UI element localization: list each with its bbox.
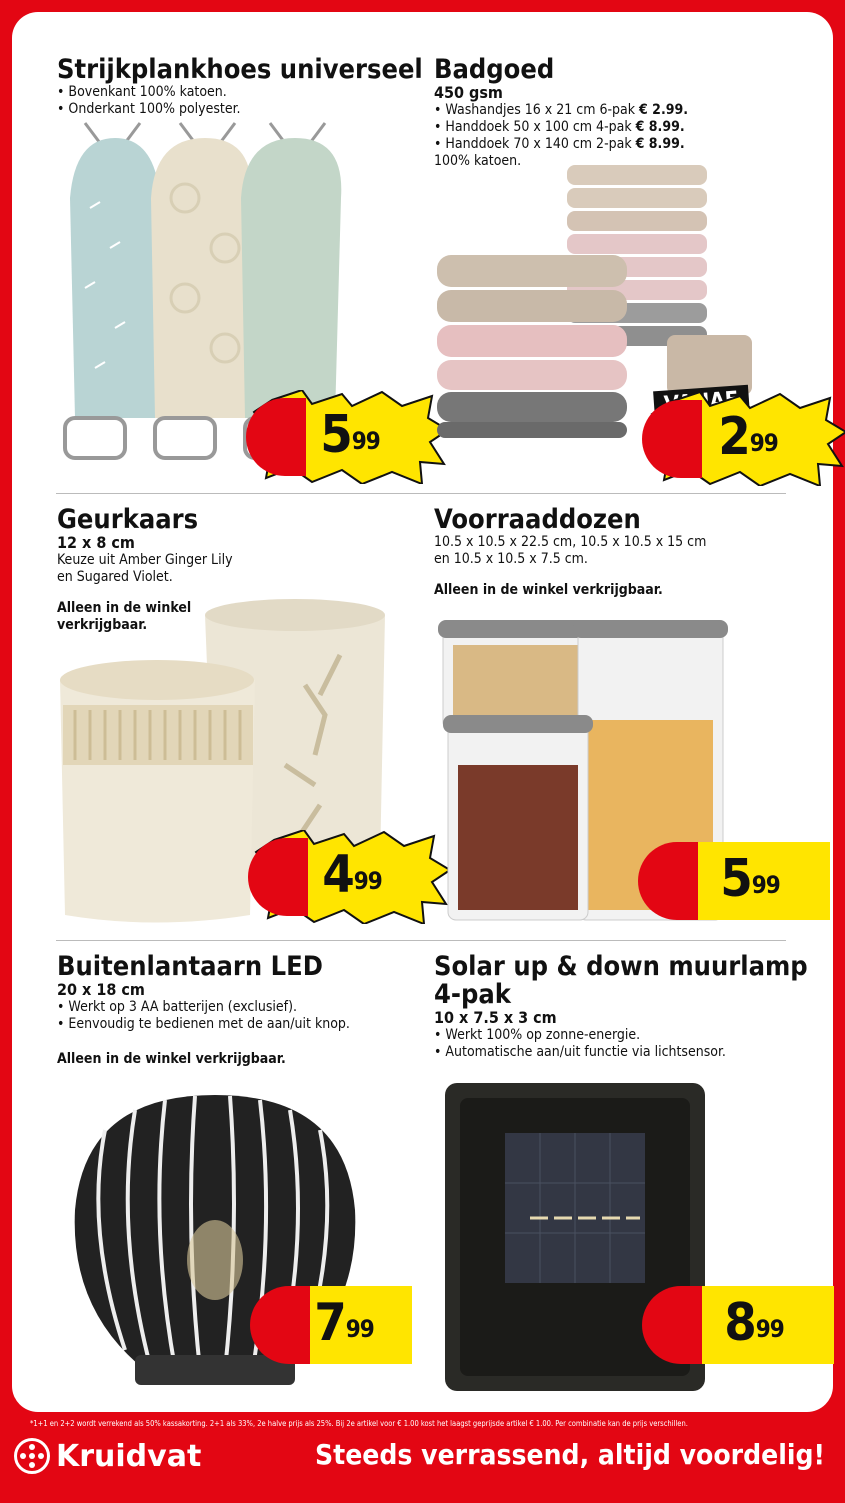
product-bullet: • Bovenkant 100% katoen. <box>57 84 227 100</box>
product-title: Buitenlantaarn LED <box>57 951 323 982</box>
product-bullet: • Handdoek 70 x 140 cm 2-pak € 8.99. <box>434 136 685 152</box>
footnote: *1+1 en 2+2 wordt verrekend als 50% kassakorting. 2+1 als 33%, 2e halve prijs als 25%. Bij 2e artikel voor € 1.00 kost het laagst geprijsde artikel € 1.00. Per combinatie kan de prijs verschillen. <box>30 1419 688 1428</box>
product-title: 4-pak <box>434 979 511 1010</box>
product-title: Strijkplankhoes universeel <box>57 54 423 85</box>
product-size: 20 x 18 cm <box>57 980 145 999</box>
product-material: 100% katoen. <box>434 153 522 169</box>
price-value: $4^{99}$ <box>322 845 382 905</box>
section-divider <box>56 493 786 494</box>
product-bullet: • Washandjes 16 x 21 cm 6-pak € 2.99. <box>434 102 689 118</box>
product-bullet: • Onderkant 100% polyester. <box>57 101 241 117</box>
product-title: Voorraaddozen <box>434 504 641 535</box>
product-towels <box>434 56 688 170</box>
section-divider <box>56 940 786 941</box>
price-value: $5^{99}$ <box>320 405 380 465</box>
product-solar-wall-lamp <box>434 953 808 1061</box>
availability-note: Alleen in de winkel <box>57 600 192 616</box>
product-title: Solar up & down muurlamp <box>434 951 808 982</box>
product-bullet: • Automatische aan/uit functie via lichtsensor. <box>434 1044 726 1060</box>
price-tag-candle <box>272 838 432 916</box>
product-text: en Sugared Violet. <box>57 569 173 585</box>
product-storage-containers <box>434 506 706 599</box>
price-tag-containers <box>660 842 820 920</box>
towel-stack-front <box>437 255 627 438</box>
product-bullet: • Werkt 100% op zonne-energie. <box>434 1027 641 1043</box>
product-text: 10.5 x 10.5 x 22.5 cm, 10.5 x 10.5 x 15 cm <box>434 534 707 550</box>
price-tag-wall-lamp <box>664 1286 824 1364</box>
product-bullet: • Werkt op 3 AA batterijen (exclusief). <box>57 999 297 1015</box>
product-ironing-board-cover <box>57 56 423 118</box>
product-size: 12 x 8 cm <box>57 533 135 552</box>
product-title: Geurkaars <box>57 504 199 535</box>
product-size: 10 x 7.5 x 3 cm <box>434 1008 557 1027</box>
price-tag-ironing <box>270 398 430 476</box>
product-text: en 10.5 x 10.5 x 7.5 cm. <box>434 551 588 567</box>
availability-note: Alleen in de winkel verkrijgbaar. <box>434 582 663 598</box>
product-bullet: • Handdoek 50 x 100 cm 4-pak € 8.99. <box>434 119 685 135</box>
product-outdoor-lantern <box>57 953 350 1068</box>
price-value: $8^{99}$ <box>724 1293 784 1353</box>
price-value: $2^{99}$ <box>718 407 778 467</box>
price-value: $5^{99}$ <box>720 849 780 909</box>
price-tag-towels <box>668 400 828 478</box>
availability-note: Alleen in de winkel verkrijgbaar. <box>57 1051 286 1067</box>
brand-logo[interactable] <box>14 1432 201 1480</box>
product-bullet: • Eenvoudig te bedienen met de aan/uit knop. <box>57 1016 350 1032</box>
price-value: $7^{99}$ <box>314 1293 374 1353</box>
slogan: Steeds verrassend, altijd voordelig! <box>315 1438 825 1471</box>
price-tag-lantern <box>272 1286 432 1364</box>
product-size: 450 gsm <box>434 83 503 102</box>
kruidvat-logo-icon <box>14 1438 50 1474</box>
product-title: Badgoed <box>434 54 555 85</box>
product-text: Keuze uit Amber Ginger Lily <box>57 552 233 568</box>
availability-note: verkrijgbaar. <box>57 617 148 633</box>
footer-bar <box>0 1432 845 1484</box>
brand-name: Kruidvat <box>56 1438 202 1474</box>
